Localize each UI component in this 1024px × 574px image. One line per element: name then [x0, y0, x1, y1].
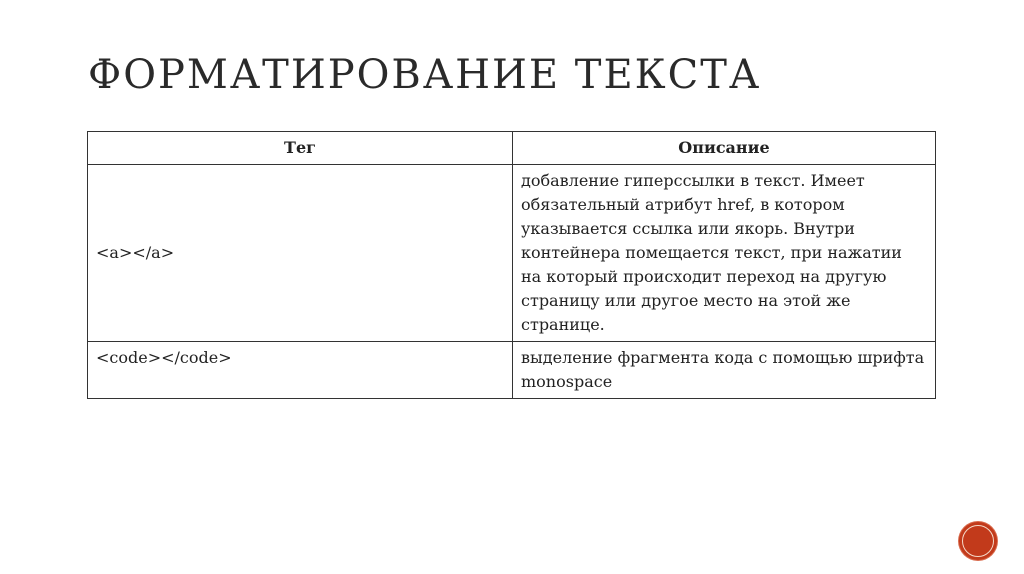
tag-cell: <a></a>: [88, 165, 513, 342]
header-description: Описание: [513, 132, 936, 165]
table-header-row: [88, 132, 936, 165]
description-cell: добавление гиперссылки в текст. Имеет обязательный атрибут href, в котором указывается ссылка или якорь. Внутри контейнера помещается текст, при нажатии на который происходит переход на другую страницу или другое место на этой же странице.: [513, 165, 936, 342]
header-tag: Тег: [88, 132, 513, 165]
slide-title: ФОРМАТИРОВАНИЕ ТЕКСТА: [88, 52, 762, 98]
slide-circle-icon: [959, 522, 997, 560]
table-row: [88, 165, 936, 342]
tag-cell: <code></code>: [88, 342, 513, 399]
description-cell: выделение фрагмента кода с помощью шрифта monospace: [513, 342, 936, 399]
table-row: [88, 342, 936, 399]
tags-table: [87, 131, 936, 399]
